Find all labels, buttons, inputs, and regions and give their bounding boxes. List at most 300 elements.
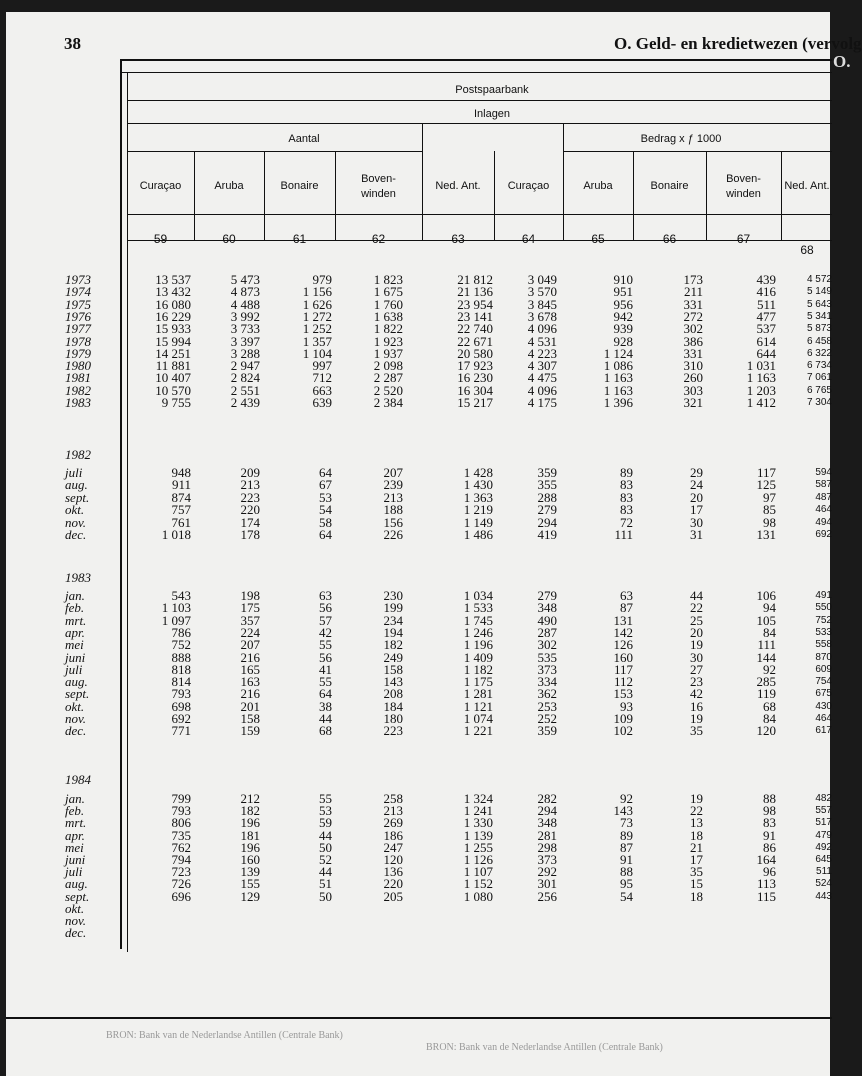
table-cell: 18 xyxy=(690,827,703,843)
table-cell: 357 xyxy=(240,612,260,628)
table-cell: 279 xyxy=(537,502,557,518)
table-cell: 55 xyxy=(319,637,332,653)
table-cell: 663 xyxy=(312,382,332,398)
table-cell: 537 xyxy=(756,321,776,337)
table-cell: 226 xyxy=(383,527,403,542)
table-cell: 239 xyxy=(383,477,403,493)
table-cell: 477 xyxy=(756,308,776,324)
table-cell: 44 xyxy=(319,711,332,726)
table-cell: 2 520 xyxy=(373,382,403,398)
table-cell: 163 xyxy=(240,674,260,690)
table-cell: 253 xyxy=(537,698,557,714)
table-cell: 111 xyxy=(757,637,776,653)
table-cell: 321 xyxy=(683,395,703,410)
table-cell: 83 xyxy=(763,815,776,831)
table-cell: 355 xyxy=(537,477,557,493)
rule-bank xyxy=(127,100,832,101)
table-cell: 16 229 xyxy=(155,308,191,324)
table-cell: 752 xyxy=(171,637,191,653)
table-cell: 870 xyxy=(815,651,832,663)
table-cell: 302 xyxy=(683,321,703,337)
table-cell: 1 330 xyxy=(463,815,493,831)
table-cell: 129 xyxy=(240,888,260,904)
column-number-68: 68 xyxy=(800,243,814,257)
column-number-60: 60 xyxy=(222,232,236,246)
table-cell: 207 xyxy=(383,465,403,480)
table-cell: 6 322 xyxy=(806,347,832,359)
table-cell: 948 xyxy=(171,465,191,480)
table-cell: 1 324 xyxy=(463,791,493,806)
table-cell: 793 xyxy=(171,686,191,702)
table-cell: 115 xyxy=(756,888,776,904)
rule-bedrag xyxy=(563,151,832,152)
row-label: 1977 xyxy=(65,321,91,337)
table-cell: 1 219 xyxy=(463,502,493,518)
table-cell: 675 xyxy=(815,688,832,700)
page-sheet xyxy=(6,12,862,1076)
table-cell: 83 xyxy=(620,477,633,493)
table-cell: 153 xyxy=(613,686,633,702)
table-cell: 310 xyxy=(683,358,703,374)
table-cell: 256 xyxy=(537,888,557,904)
table-cell: 120 xyxy=(756,723,776,739)
table-cell: 87 xyxy=(620,600,633,616)
table-cell: 2 384 xyxy=(373,395,403,410)
row-label: okt. xyxy=(65,502,85,518)
column-header-5: Ned. Ant. xyxy=(435,180,481,192)
table-cell: 51 xyxy=(319,876,332,892)
col-rule-2 xyxy=(264,151,265,241)
table-cell: 180 xyxy=(383,711,403,726)
table-cell: 184 xyxy=(383,698,403,714)
table-cell: 21 136 xyxy=(457,284,493,300)
table-cell: 3 570 xyxy=(527,284,557,300)
column-header-1: Curaçao xyxy=(139,180,182,192)
table-cell: 287 xyxy=(537,624,557,640)
table-cell: 793 xyxy=(171,803,191,819)
table-cell: 42 xyxy=(319,624,332,640)
table-cell: 14 251 xyxy=(155,345,191,361)
table-cell: 1 923 xyxy=(373,333,403,349)
table-cell: 1 034 xyxy=(463,588,493,603)
table-cell: 212 xyxy=(240,791,260,806)
row-label: apr. xyxy=(65,827,85,843)
column-header-7: Aruba xyxy=(583,180,613,192)
table-cell: 2 098 xyxy=(373,358,403,374)
table-cell: 5 473 xyxy=(230,272,260,287)
table-cell: 1 196 xyxy=(463,637,493,653)
table-cell: 910 xyxy=(613,272,633,287)
table-cell: 27 xyxy=(690,661,703,677)
table-cell: 21 xyxy=(690,839,703,855)
column-number-66: 66 xyxy=(662,232,677,246)
table-cell: 1 221 xyxy=(463,723,493,739)
table-cell: 1 638 xyxy=(373,308,403,324)
table-cell: 54 xyxy=(620,888,633,904)
table-cell: 17 923 xyxy=(457,358,493,374)
table-cell: 1 182 xyxy=(463,661,493,677)
table-cell: 20 xyxy=(690,624,703,640)
row-label: aug. xyxy=(65,674,88,690)
table-cell: 85 xyxy=(763,502,776,518)
table-cell: 533 xyxy=(815,626,832,638)
table-cell: 1 255 xyxy=(463,839,493,855)
table-cell: 199 xyxy=(383,600,403,616)
bleed-through-footnote: BRON: Bank van de Nederlandse Antillen (Centrale Bank) xyxy=(106,1030,343,1041)
table-cell: 125 xyxy=(756,477,776,493)
table-cell: 64 xyxy=(319,527,332,542)
column-number-62: 62 xyxy=(371,232,386,246)
column-number-67: 67 xyxy=(736,232,751,246)
column-header-2: Aruba xyxy=(214,180,244,192)
table-cell: 23 141 xyxy=(457,308,493,324)
row-label: sept. xyxy=(65,888,90,904)
table-cell: 294 xyxy=(537,514,557,530)
table-cell: 196 xyxy=(240,839,260,855)
table-cell: 1 412 xyxy=(746,395,776,410)
table-cell: 4 307 xyxy=(527,358,557,374)
table-cell: 216 xyxy=(240,649,260,665)
table-cell: 54 xyxy=(319,502,332,518)
table-cell: 757 xyxy=(171,502,191,518)
table-cell: 806 xyxy=(171,815,191,831)
table-cell: 1 409 xyxy=(463,649,493,665)
table-cell: 2 551 xyxy=(230,382,260,398)
table-cell: 63 xyxy=(319,588,332,603)
table-cell: 29 xyxy=(690,465,703,480)
table-cell: 1 149 xyxy=(463,514,493,530)
table-cell: 1 152 xyxy=(463,876,493,892)
table-cell: 911 xyxy=(171,477,191,493)
table-cell: 55 xyxy=(319,674,332,690)
table-cell: 1 074 xyxy=(463,711,493,726)
table-cell: 285 xyxy=(756,674,776,690)
table-cell: 89 xyxy=(620,465,633,480)
table-cell: 96 xyxy=(763,864,776,880)
top-rule-2 xyxy=(120,72,832,73)
table-cell: 594 xyxy=(815,467,832,478)
table-cell: 230 xyxy=(383,588,403,603)
table-cell: 524 xyxy=(815,878,832,890)
table-cell: 874 xyxy=(171,489,191,505)
table-cell: 4 175 xyxy=(527,395,557,410)
table-cell: 44 xyxy=(319,827,332,843)
table-cell: 1 937 xyxy=(373,345,403,361)
table-cell: 1 097 xyxy=(161,612,191,628)
table-cell: 794 xyxy=(171,852,191,867)
table-cell: 386 xyxy=(683,333,703,349)
table-cell: 373 xyxy=(537,852,557,867)
table-cell: 16 304 xyxy=(457,382,493,398)
table-cell: 1 121 xyxy=(463,698,493,714)
table-cell: 7 304 xyxy=(806,397,832,408)
table-cell: 754 xyxy=(815,676,832,688)
header-bank: Postspaarbank xyxy=(455,84,529,96)
table-cell: 117 xyxy=(756,465,776,480)
table-cell: 2 824 xyxy=(230,370,260,386)
table-cell: 1 107 xyxy=(463,864,493,880)
top-rule xyxy=(120,59,832,61)
table-cell: 68 xyxy=(319,723,332,739)
table-cell: 178 xyxy=(240,527,260,542)
column-number-59: 59 xyxy=(153,232,168,246)
table-cell: 1 272 xyxy=(302,308,332,324)
header-bedrag: Bedrag x ƒ 1000 xyxy=(640,133,722,145)
table-cell: 288 xyxy=(537,489,557,505)
table-cell: 198 xyxy=(240,588,260,603)
table-cell: 479 xyxy=(815,829,832,841)
table-cell: 1 357 xyxy=(302,333,332,349)
table-cell: 67 xyxy=(319,477,332,493)
table-cell: 186 xyxy=(383,827,403,843)
table-cell: 50 xyxy=(319,888,332,904)
table-cell: 1 163 xyxy=(603,370,633,386)
table-cell: 98 xyxy=(763,514,776,530)
table-cell: 213 xyxy=(383,803,403,819)
table-cell: 1 086 xyxy=(603,358,633,374)
row-label: 1983 xyxy=(65,395,91,410)
table-cell: 359 xyxy=(537,465,557,480)
table-cell: 762 xyxy=(171,839,191,855)
row-label: nov. xyxy=(65,711,87,726)
row-label: juli xyxy=(65,864,83,880)
table-cell: 1 246 xyxy=(463,624,493,640)
table-cell: 220 xyxy=(240,502,260,518)
table-cell: 771 xyxy=(171,723,191,739)
table-cell: 1 163 xyxy=(746,370,776,386)
table-cell: 44 xyxy=(319,864,332,880)
table-cell: 207 xyxy=(240,637,260,653)
table-cell: 86 xyxy=(763,839,776,855)
table-cell: 617 xyxy=(815,725,832,737)
row-label: apr. xyxy=(65,624,85,640)
table-cell: 24 xyxy=(690,477,703,493)
table-cell: 1 626 xyxy=(302,296,332,312)
table-cell: 464 xyxy=(815,713,832,724)
table-cell: 19 xyxy=(690,711,703,726)
table-cell: 692 xyxy=(815,529,832,540)
column-header-9: Boven- winden xyxy=(726,173,761,200)
table-cell: 1 533 xyxy=(463,600,493,616)
table-cell: 13 xyxy=(690,815,703,831)
table-cell: 224 xyxy=(240,624,260,640)
table-cell: 25 xyxy=(690,612,703,628)
table-cell: 220 xyxy=(383,876,403,892)
table-cell: 1 396 xyxy=(603,395,633,410)
row-label: 1974 xyxy=(65,284,91,300)
table-cell: 105 xyxy=(756,612,776,628)
table-cell: 1 018 xyxy=(161,527,191,542)
row-label: feb. xyxy=(65,600,85,616)
table-cell: 491 xyxy=(815,590,832,601)
table-cell: 9 755 xyxy=(161,395,191,410)
table-cell: 3 733 xyxy=(230,321,260,337)
column-header-6: Curaçao xyxy=(507,180,550,192)
table-cell: 362 xyxy=(537,686,557,702)
table-cell: 735 xyxy=(171,827,191,843)
row-label: mei xyxy=(65,839,84,855)
table-cell: 174 xyxy=(240,514,260,530)
table-cell: 117 xyxy=(613,661,633,677)
table-cell: 3 288 xyxy=(230,345,260,361)
table-cell: 1 823 xyxy=(373,272,403,287)
rule-aantal xyxy=(127,151,422,152)
table-cell: 38 xyxy=(319,698,332,714)
row-label: 1979 xyxy=(65,345,91,361)
table-cell: 4 223 xyxy=(527,345,557,361)
table-cell: 4 873 xyxy=(230,284,260,300)
table-cell: 511 xyxy=(816,866,832,878)
table-cell: 158 xyxy=(383,661,403,677)
group-label-1984: 1984 xyxy=(65,772,91,787)
table-cell: 50 xyxy=(319,839,332,855)
table-cell: 35 xyxy=(690,864,703,880)
table-cell: 5 149 xyxy=(806,286,832,298)
table-cell: 16 230 xyxy=(457,370,493,386)
table-cell: 15 217 xyxy=(457,395,493,410)
table-cell: 106 xyxy=(756,588,776,603)
table-cell: 88 xyxy=(620,864,633,880)
table-cell: 139 xyxy=(240,864,260,880)
row-label: okt. xyxy=(65,900,85,916)
table-cell: 15 933 xyxy=(155,321,191,337)
table-cell: 511 xyxy=(756,296,776,312)
header-aantal: Aantal xyxy=(288,133,320,145)
table-cell: 1 760 xyxy=(373,296,403,312)
table-cell: 2 287 xyxy=(373,370,403,386)
table-cell: 92 xyxy=(620,791,633,806)
table-cell: 53 xyxy=(319,803,332,819)
row-label: nov. xyxy=(65,514,87,530)
col-rule-1 xyxy=(194,151,195,241)
table-cell: 159 xyxy=(240,723,260,739)
table-cell: 30 xyxy=(690,649,703,665)
table-cell: 84 xyxy=(763,624,776,640)
table-cell: 83 xyxy=(620,502,633,518)
table-cell: 72 xyxy=(620,514,633,530)
table-cell: 223 xyxy=(240,489,260,505)
table-cell: 182 xyxy=(383,637,403,653)
table-cell: 6 734 xyxy=(806,360,832,372)
table-cell: 55 xyxy=(319,791,332,806)
table-cell: 126 xyxy=(613,637,633,653)
table-cell: 13 537 xyxy=(155,272,191,287)
table-cell: 11 881 xyxy=(155,358,191,374)
table-cell: 639 xyxy=(312,395,332,410)
table-cell: 712 xyxy=(312,370,332,386)
table-cell: 3 845 xyxy=(527,296,557,312)
table-cell: 490 xyxy=(537,612,557,628)
table-cell: 439 xyxy=(756,272,776,287)
table-cell: 252 xyxy=(537,711,557,726)
running-head: O. Geld- en kredietwezen (vervolg xyxy=(614,34,862,53)
row-label: dec. xyxy=(65,527,87,542)
table-cell: 419 xyxy=(537,527,557,542)
table-cell: 194 xyxy=(383,624,403,640)
table-cell: 4 096 xyxy=(527,321,557,337)
table-cell: 294 xyxy=(537,803,557,819)
table-cell: 234 xyxy=(383,612,403,628)
row-label: mrt. xyxy=(65,815,87,831)
row-label: nov. xyxy=(65,913,87,928)
table-cell: 208 xyxy=(383,686,403,702)
page-number: 38 xyxy=(64,34,81,53)
table-cell: 88 xyxy=(763,791,776,806)
row-label: juli xyxy=(65,661,83,677)
table-cell: 22 xyxy=(690,600,703,616)
row-label: aug. xyxy=(65,477,88,493)
table-cell: 155 xyxy=(240,876,260,892)
table-cell: 56 xyxy=(319,649,332,665)
table-cell: 68 xyxy=(763,698,776,714)
table-cell: 5 873 xyxy=(806,323,832,335)
row-label: 1976 xyxy=(65,308,91,324)
table-cell: 112 xyxy=(613,674,633,690)
table-cell: 303 xyxy=(683,382,703,398)
table-cell: 111 xyxy=(614,527,633,542)
table-cell: 84 xyxy=(763,711,776,726)
table-cell: 160 xyxy=(240,852,260,867)
row-label: dec. xyxy=(65,723,87,739)
table-cell: 517 xyxy=(815,817,832,829)
table-cell: 281 xyxy=(537,827,557,843)
table-cell: 951 xyxy=(613,284,633,300)
table-cell: 331 xyxy=(683,296,703,312)
table-cell: 143 xyxy=(613,803,633,819)
table-cell: 3 992 xyxy=(230,308,260,324)
table-cell: 4 572 xyxy=(806,274,832,285)
table-cell: 464 xyxy=(815,504,832,516)
row-label: jan. xyxy=(65,588,85,603)
table-cell: 143 xyxy=(383,674,403,690)
table-cell: 156 xyxy=(383,514,403,530)
table-cell: 334 xyxy=(537,674,557,690)
table-cell: 213 xyxy=(383,489,403,505)
table-cell: 17 xyxy=(690,852,703,867)
table-cell: 211 xyxy=(683,284,703,300)
table-cell: 64 xyxy=(319,686,332,702)
table-cell: 692 xyxy=(171,711,191,726)
column-number-64: 64 xyxy=(521,232,536,246)
bleed-through-footnote-2: BRON: Bank van de Nederlandse Antillen (Centrale Bank) xyxy=(426,1042,663,1053)
table-cell: 142 xyxy=(613,624,633,640)
table-cell: 13 432 xyxy=(155,284,191,300)
table-cell: 331 xyxy=(683,345,703,361)
group-label-1982: 1982 xyxy=(65,447,91,462)
table-cell: 120 xyxy=(383,852,403,867)
table-cell: 188 xyxy=(383,502,403,518)
table-cell: 10 570 xyxy=(155,382,191,398)
table-cell: 201 xyxy=(240,698,260,714)
table-cell: 373 xyxy=(537,661,557,677)
table-cell: 644 xyxy=(756,345,776,361)
table-cell: 30 xyxy=(690,514,703,530)
table-cell: 799 xyxy=(171,791,191,806)
table-cell: 1 104 xyxy=(302,345,332,361)
column-number-61: 61 xyxy=(292,232,307,246)
table-cell: 52 xyxy=(319,852,332,867)
row-label: sept. xyxy=(65,489,90,505)
table-cell: 492 xyxy=(815,841,832,853)
table-cell: 119 xyxy=(756,686,776,702)
table-cell: 53 xyxy=(319,489,332,505)
table-cell: 209 xyxy=(240,465,260,480)
table-cell: 298 xyxy=(537,839,557,855)
table-cell: 73 xyxy=(620,815,633,831)
table-cell: 1 080 xyxy=(463,888,493,904)
table-cell: 10 407 xyxy=(155,370,191,386)
table-cell: 196 xyxy=(240,815,260,831)
